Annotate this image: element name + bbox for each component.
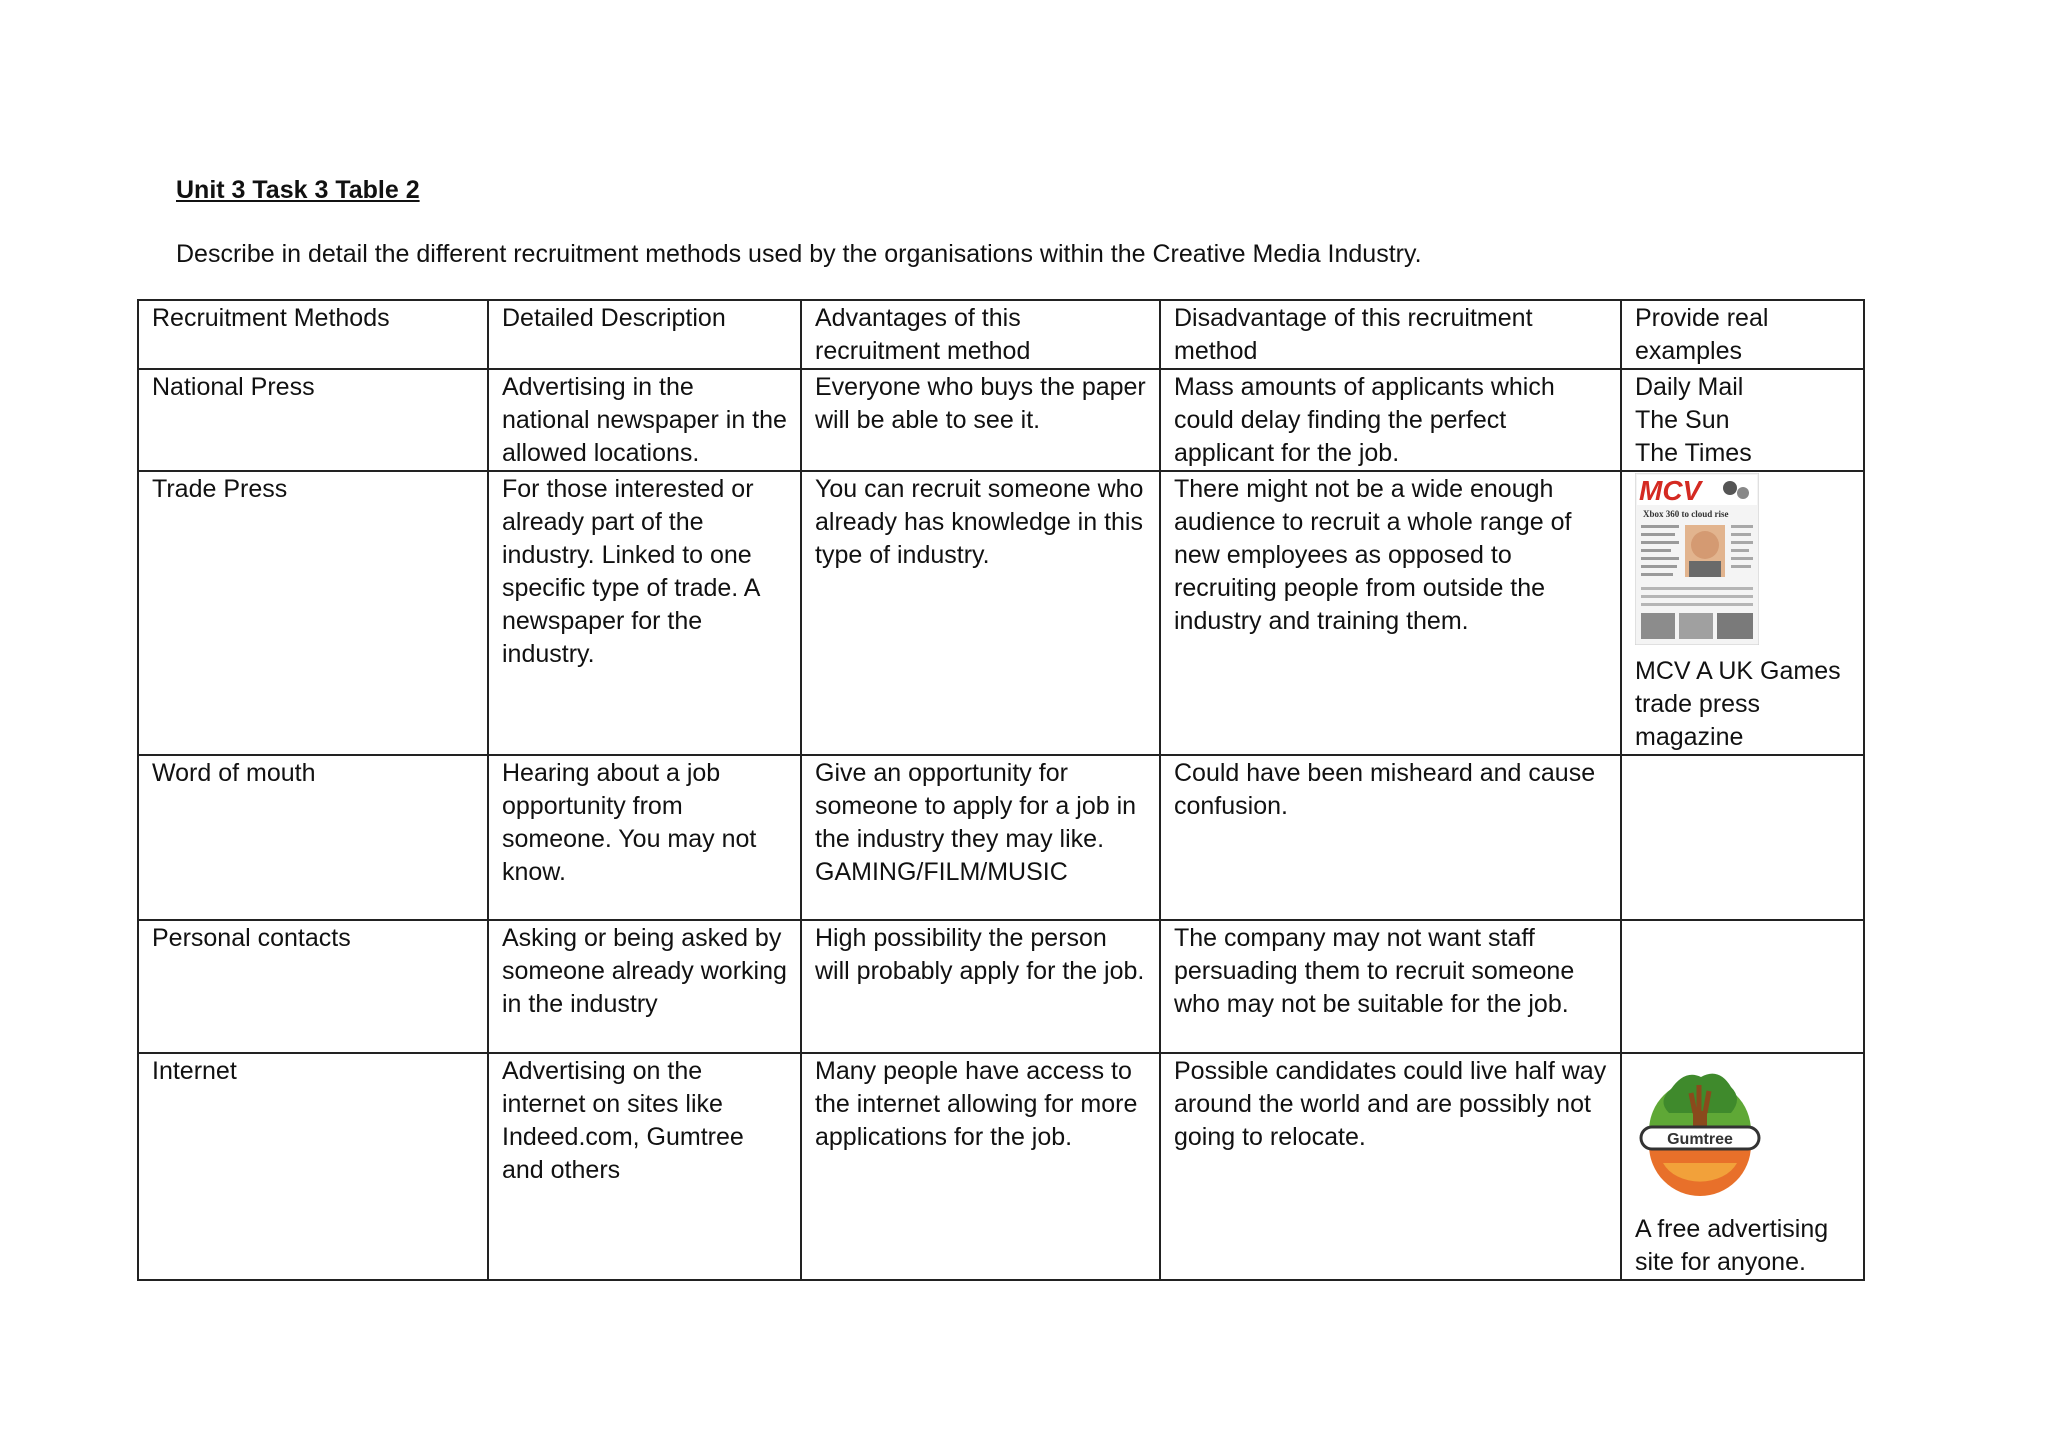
method-cell: National Press bbox=[138, 369, 488, 471]
disadvantage-cell: The company may not want staff persuading them to recruit someone who may not be suitable for the job. bbox=[1160, 920, 1621, 1053]
gumtree-logo-text: Gumtree bbox=[1667, 1131, 1733, 1148]
description-cell: Hearing about a job opportunity from someone. You may not know. bbox=[488, 755, 801, 920]
method-cell: Personal contacts bbox=[138, 920, 488, 1053]
mcv-headline: Xbox 360 to cloud rise bbox=[1643, 509, 1729, 519]
examples-cell bbox=[1621, 920, 1864, 1053]
page-title: Unit 3 Task 3 Table 2 bbox=[176, 176, 420, 204]
advantages-cell: You can recruit someone who already has knowledge in this type of industry. bbox=[801, 471, 1160, 755]
mcv-masthead: MCV bbox=[1639, 475, 1702, 506]
examples-cell: Daily Mail The Sun The Times bbox=[1621, 369, 1864, 471]
advantages-cell: Everyone who buys the paper will be able to see it. bbox=[801, 369, 1160, 471]
table-row bbox=[138, 1053, 1864, 1280]
header-cell: Disadvantage of this recruitment method bbox=[1160, 300, 1621, 369]
table-row bbox=[138, 755, 1864, 920]
advantages-cell: Give an opportunity for someone to apply for a job in the industry they may like. GAMING/FILM/MUSIC bbox=[801, 755, 1160, 920]
task-instruction: Describe in detail the different recruitment methods used by the organisations within the Creative Media Industry. bbox=[176, 240, 1422, 268]
mcv-magazine-cover-image bbox=[1635, 473, 1759, 645]
table-header-row bbox=[138, 300, 1864, 369]
disadvantage-cell: Could have been misheard and cause confusion. bbox=[1160, 755, 1621, 920]
description-cell: Advertising in the national newspaper in the allowed locations. bbox=[488, 369, 801, 471]
table-row bbox=[138, 920, 1864, 1053]
table-row bbox=[138, 471, 1864, 755]
advantages-cell: High possibility the person will probably apply for the job. bbox=[801, 920, 1160, 1053]
header-cell: Recruitment Methods bbox=[138, 300, 488, 369]
header-cell: Provide real examples bbox=[1621, 300, 1864, 369]
method-cell: Internet bbox=[138, 1053, 488, 1280]
gumtree-logo-image bbox=[1635, 1063, 1765, 1203]
examples-cell: MCV Xbox 360 to cloud rise MCV A UK Games trade press magazine bbox=[1621, 471, 1864, 755]
method-cell: Word of mouth bbox=[138, 755, 488, 920]
examples-cell bbox=[1621, 755, 1864, 920]
description-cell: For those interested or already part of the industry. Linked to one specific type of trade. A newspaper for the industry. bbox=[488, 471, 801, 755]
description-cell: Asking or being asked by someone already working in the industry bbox=[488, 920, 801, 1053]
disadvantage-cell: Mass amounts of applicants which could delay finding the perfect applicant for the job. bbox=[1160, 369, 1621, 471]
header-cell: Advantages of this recruitment method bbox=[801, 300, 1160, 369]
recruitment-table bbox=[137, 299, 1865, 1281]
examples-cell: Gumtree A free advertising site for anyone. bbox=[1621, 1053, 1864, 1280]
disadvantage-cell: There might not be a wide enough audience to recruit a whole range of new employees as opposed to recruiting people from outside the industry and training them. bbox=[1160, 471, 1621, 755]
method-cell: Trade Press bbox=[138, 471, 488, 755]
header-cell: Detailed Description bbox=[488, 300, 801, 369]
advantages-cell: Many people have access to the internet allowing for more applications for the job. bbox=[801, 1053, 1160, 1280]
table-row bbox=[138, 369, 1864, 471]
description-cell: Advertising on the internet on sites like Indeed.com, Gumtree and others bbox=[488, 1053, 801, 1280]
disadvantage-cell: Possible candidates could live half way around the world and are possibly not going to relocate. bbox=[1160, 1053, 1621, 1280]
